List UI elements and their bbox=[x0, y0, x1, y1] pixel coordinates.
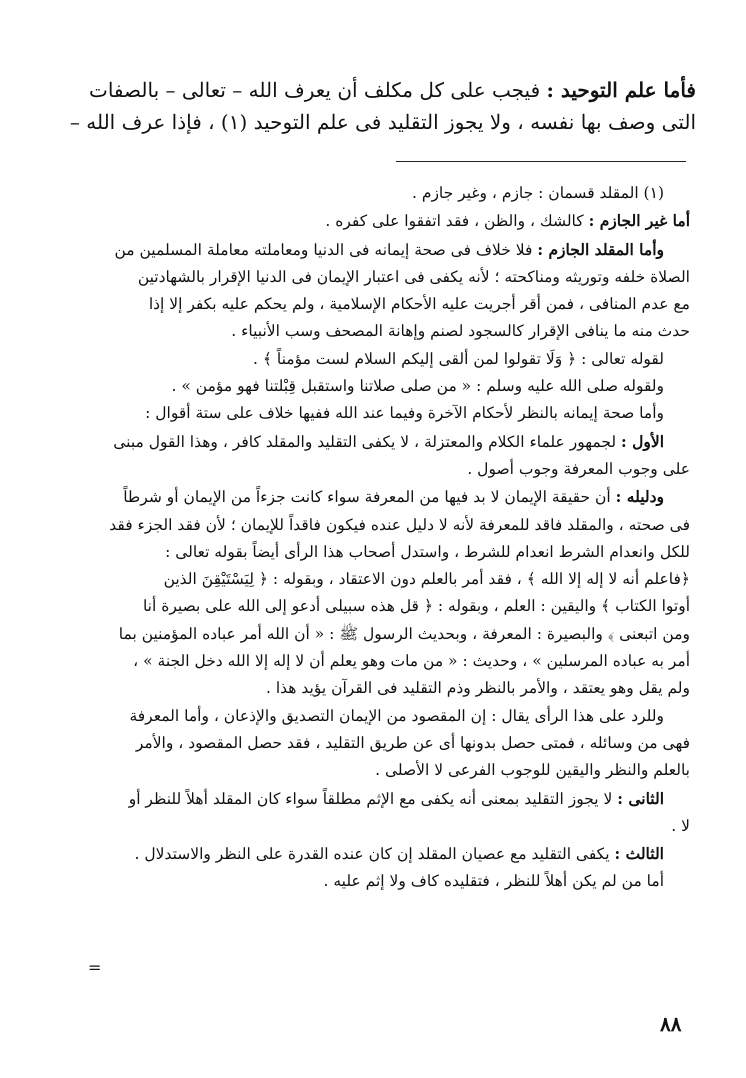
bold-term: الأول : bbox=[620, 431, 664, 451]
footnote-text: لا يجوز التقليد بمعنى أنه يكفى مع الإثم مطلقاً سواء كان المقلد أهلاً للنظر أو bbox=[128, 789, 618, 808]
bold-term: ودليله : bbox=[615, 487, 664, 507]
footnote-text: فلا خلاف فى صحة إيمانه فى الدنيا ومعاملته معاملة المسلمين من bbox=[114, 240, 538, 259]
footnote-line: ولقوله صلى الله عليه وسلم : « من صلى صلاتنا واستقبل قِبْلتنا فهو مؤمن » . bbox=[171, 377, 664, 396]
main-line bbox=[54, 74, 696, 106]
continuation-marker: = bbox=[88, 958, 102, 977]
footnote-line: ﴿فاعلم أنه لا إله إلا الله ﴾ ، فقد أمر بالعلم دون الاعتقاد ، وبقوله : ﴿ لِيَسْتَيْقِنَ الذين bbox=[163, 570, 690, 589]
bold-term: وأما المقلد الجازم : bbox=[537, 239, 664, 259]
footnote-line bbox=[50, 840, 690, 868]
footnote-line: ولم يقل وهو يعتقد ، والأمر بالنظر وذم التقليد فى القرآن يؤيد هذا . bbox=[265, 679, 690, 698]
main-text bbox=[54, 74, 696, 138]
page-number: ٨٨ bbox=[660, 1012, 682, 1036]
footnote-line: (١) المقلد قسمان : جازم ، وغير جازم . bbox=[412, 184, 664, 202]
footnote-line: للكل وانعدام الشرط انعدام للشرط ، واستدل أصحاب هذا الرأى أيضاً بقوله تعالى : bbox=[165, 542, 690, 561]
footnote-line: وأما صحة إيمانه بالنظر لأحكام الآخرة وفيما عند الله ففيها خلاف على ستة أقوال : bbox=[145, 404, 664, 423]
footnote-text: كالشك ، والظن ، فقد اتفقوا على كفره . bbox=[325, 212, 589, 231]
footnote-line bbox=[50, 483, 690, 511]
footnote-line: مع عدم المنافى ، فمن أقر أجريت عليه الأحكام الإسلامية ، ولم يحكم عليه بكفر إلا إذا bbox=[148, 295, 690, 314]
bold-term: أما غير الجازم : bbox=[588, 211, 690, 231]
footnote-line bbox=[50, 428, 690, 456]
bold-heading: فأما علم التوحيد : bbox=[546, 78, 696, 102]
footnote-line bbox=[50, 207, 690, 235]
footnote-line: ومن اتبعنى ﴾ والبصيرة : المعرفة ، وبحديث الرسول ﷺ : « أن الله أمر عباده المؤمنين بما bbox=[118, 624, 690, 643]
footnote-text: أن حقيقة الإيمان لا بد فيها من المعرفة سواء كانت جزءاً من الإيمان أو شرطاً bbox=[123, 488, 616, 507]
footnote-line: لقوله تعالى : ﴿ وَلَا تقولوا لمن ألقى إليكم السلام لست مؤمناً ﴾ . bbox=[253, 349, 664, 368]
footnote-text: يكفى التقليد مع عصيان المقلد إن كان عنده القدرة على النظر والاستدلال . bbox=[134, 845, 615, 864]
footnote-line: أوتوا الكتاب ﴾ واليقين : العلم ، وبقوله : ﴿ قل هذه سبيلى أدعو إلى الله على بصيرة أنا bbox=[142, 597, 690, 616]
footnote-line: أمر به عباده المرسلين » ، وحديث : « من مات وهو يعلم أن لا إله إلا الله دخل الجنة » ، bbox=[133, 652, 690, 671]
footnotes bbox=[50, 180, 690, 896]
footnote-text: لجمهور علماء الكلام والمعتزلة ، لا يكفى التقليد والمقلد كافر ، وهذا القول مبنى bbox=[113, 432, 621, 451]
footnote-line: بالعلم والنظر واليقين للوجوب الفرعى لا الأصلى . bbox=[375, 761, 690, 780]
footnote-line: فهى من وسائله ، فمتى حصل بدونها أى عن طريق التقليد ، فقد حصل المقصود ، والأمر bbox=[135, 733, 690, 752]
footnote-line: وللرد على هذا الرأى يقال : إن المقصود من الإيمان التصديق والإذعان ، وأما المعرفة bbox=[129, 706, 664, 725]
footnote-divider bbox=[396, 161, 686, 162]
footnote-line: أما من لم يكن أهلاً للنظر ، فتقليده كاف ولا إثم عليه . bbox=[323, 872, 664, 891]
footnote-line: فى صحته ، والمقلد فاقد للمعرفة لأنه لا دليل عنده فيكون فاقداً للإيمان ؛ لأن فقد الجزء فقد bbox=[109, 515, 690, 534]
main-line-text: فيجب على كل مكلف أن يعرف الله – تعالى – بالصفات bbox=[89, 78, 547, 102]
bold-term: الثانى : bbox=[617, 788, 664, 808]
main-line: التى وصف بها نفسه ، ولا يجوز التقليد فى علم التوحيد (١) ، فإذا عرف الله – bbox=[69, 110, 696, 134]
footnote-line: لا . bbox=[671, 816, 690, 835]
footnote-line: على وجوب المعرفة وجوب أصول . bbox=[467, 459, 690, 478]
footnote-line bbox=[50, 785, 690, 813]
footnote-line: الصلاة خلفه وتوريثه ومناكحته ؛ لأنه يكفى فى اعتبار الإيمان فى الدنيا الإقرار بالشهادتين bbox=[137, 267, 690, 286]
bold-term: الثالث : bbox=[614, 844, 664, 864]
footnote-line bbox=[50, 236, 690, 264]
footnote-line: حدث منه ما ينافى الإقرار كالسجود لصنم وإهانة المصحف وسب الأنبياء . bbox=[231, 322, 690, 341]
